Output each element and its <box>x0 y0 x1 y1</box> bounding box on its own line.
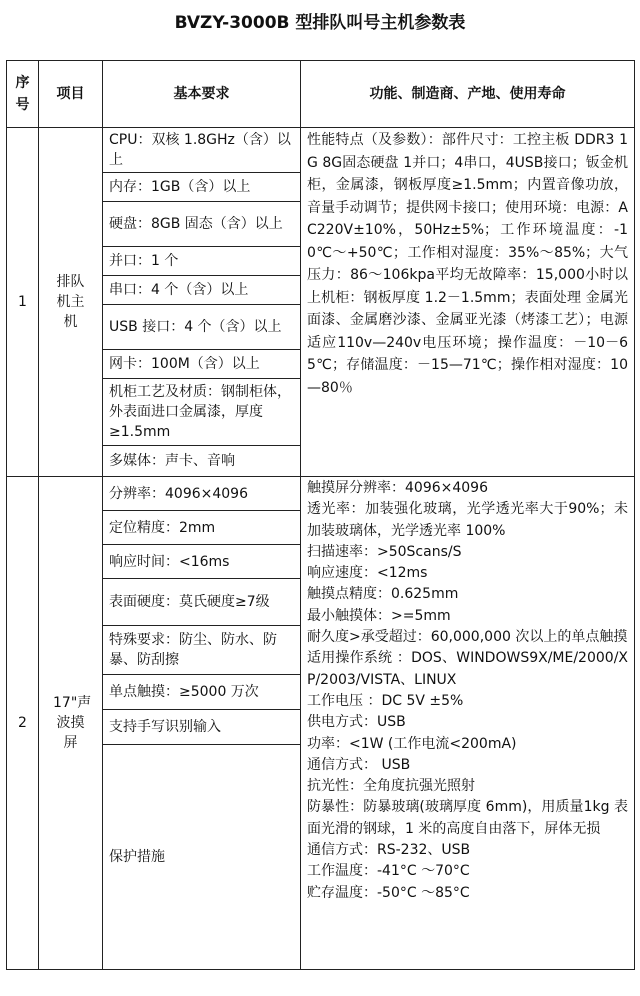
header-item: 项目 <box>39 61 103 128</box>
requirement-cell: USB 接口：4 个（含）以上 <box>103 305 301 350</box>
requirement-cell: 定位精度：2mm <box>103 511 301 545</box>
description-line: 通信方式： USB <box>307 756 411 773</box>
row-item: 排队机主机 <box>39 128 103 477</box>
requirement-cell: 多媒体：声卡、音响 <box>103 446 301 477</box>
table-row <box>7 128 635 173</box>
requirement-cell: 网卡：100M（含）以上 <box>103 350 301 379</box>
requirement-cell: 响应时间：<16ms <box>103 545 301 579</box>
header-row <box>7 61 635 128</box>
requirement-cell: CPU：双核 1.8GHz（含）以上 <box>103 128 301 173</box>
requirement-cell: 保护措施 <box>103 745 301 970</box>
requirement-cell: 内存：1GB（含）以上 <box>103 173 301 202</box>
parameter-table <box>6 60 635 970</box>
header-index: 序号 <box>7 61 39 128</box>
description-line: 最小触摸体：>=5mm <box>307 607 451 624</box>
document-title: BVZY-3000B 型排队叫号主机参数表 <box>174 13 466 33</box>
table-row <box>7 477 635 511</box>
description-cell: 性能特点（及参数）：部件尺寸：工控主板 DDR3 1G 8G固态硬盘 1并口；4串口，4USB接口；钣金机柜，金属漆，钢板厚度≥1.5mm；内置音像功放，音量手动调节；提供网卡接口；使用环境：电源：AC220V±10%，50Hz±5%；工作环境温度：-10℃～+50℃；工作相对湿度：35%～85%；大气压力：86～106kpa平均无故障率：15,000小时以上机柜：钢板厚度 1.2－1.5mm；表面处理 金属光面漆、金属磨沙漆、金属亚光漆（烤漆工艺）；电源 适应110v—240v电压环境；操作温度：－10－65℃；存储温度：－15—71℃；操作相对湿度：10—80％ <box>301 128 635 477</box>
description-line: 扫描速率：>50Scans/S <box>307 543 462 560</box>
requirement-cell: 单点触摸：≥5000 万次 <box>103 675 301 710</box>
requirement-cell: 特殊要求：防尘、防水、防暴、防刮擦 <box>103 626 301 675</box>
description-line: 触摸屏分辨率：4096×4096 <box>307 480 488 496</box>
description-line: 抗光性：全角度抗强光照射 <box>307 778 475 795</box>
description-line: 工作电压 ：DC 5V ±5% <box>307 692 464 709</box>
row-item: 17"声波摸屏 <box>39 477 103 970</box>
requirement-cell: 并口：1 个 <box>103 247 301 276</box>
description-line: 通信方式：RS-232、USB <box>307 842 471 859</box>
requirement-cell: 串口：4 个（含）以上 <box>103 276 301 305</box>
requirement-cell: 分辨率：4096×4096 <box>103 477 301 511</box>
description-line: 适用操作系统 ：DOS、WINDOWS9X/ME/2000/XP/2003/VISTA、LINUX <box>307 650 628 688</box>
description-line: 供电方式：USB <box>307 714 406 731</box>
description-line: 工作温度：-41°C ～70°C <box>307 863 470 880</box>
requirement-cell: 机柜工艺及材质：钢制柜体，外表面进口金属漆，厚度≥1.5mm <box>103 379 301 446</box>
description-line: 响应速度：<12ms <box>307 565 428 582</box>
description-cell <box>301 477 635 970</box>
description-line: 功率：<1W (工作电流<200mA) <box>307 735 517 752</box>
requirement-cell: 硬盘：8GB 固态（含）以上 <box>103 202 301 247</box>
row-index: 2 <box>7 477 39 970</box>
description-line: 透光率：加装强化玻璃，光学透光率大于90%；未加装玻璃体，光学透光率 100% <box>307 501 628 539</box>
header-requirement: 基本要求 <box>103 61 301 128</box>
description-line: 防暴性：防暴玻璃(玻璃厚度 6mm)，用质量1kg 表面光滑的钢球，1 米的高度自由落下，屏体无损 <box>307 799 628 837</box>
header-function: 功能、制造商、产地、使用寿命 <box>301 61 635 128</box>
description-line: 触摸点精度：0.625mm <box>307 586 459 603</box>
row-index: 1 <box>7 128 39 477</box>
requirement-cell: 支持手写识别输入 <box>103 710 301 745</box>
description-line: 贮存温度：-50°C ～85°C <box>307 884 470 901</box>
requirement-cell: 表面硬度：莫氏硬度≥7级 <box>103 579 301 626</box>
description-line: 耐久度>承受超过：60,000,000 次以上的单点触摸 <box>307 629 628 646</box>
